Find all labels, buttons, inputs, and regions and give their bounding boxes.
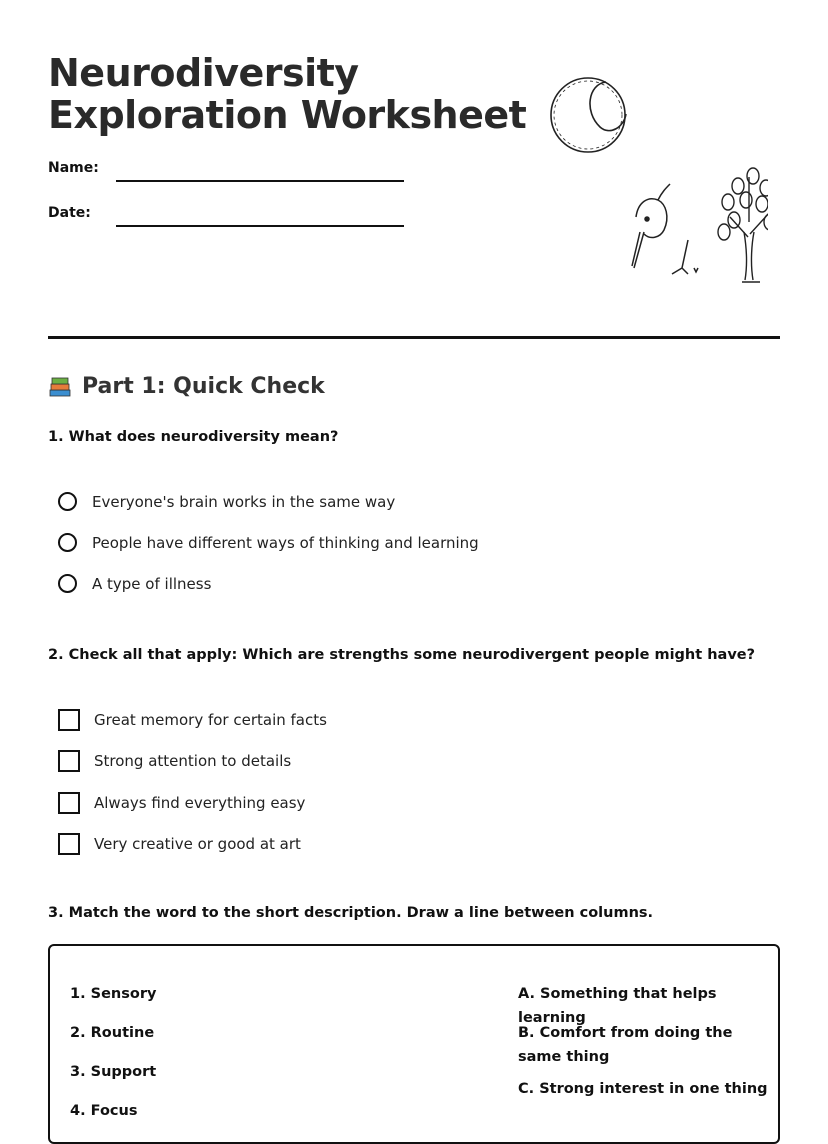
bird-icon: [632, 184, 698, 274]
question-2: 2. Check all that apply: Which are strengths some neurodivergent people might have?: [48, 647, 756, 663]
match-word-1[interactable]: 1. Sensory: [70, 986, 157, 1002]
radio-button[interactable]: [58, 492, 77, 511]
match-description-c[interactable]: C. Strong interest in one thing: [518, 1081, 768, 1097]
worksheet-page: [48, 0, 780, 1118]
match-description-b[interactable]: B. Comfort from doing the same thing: [518, 1025, 733, 1065]
radio-button[interactable]: [58, 574, 77, 593]
match-word-3[interactable]: 3. Support: [70, 1064, 157, 1080]
question-1: 1. What does neurodiversity mean?: [48, 429, 339, 445]
q2-option-4[interactable]: [58, 833, 301, 855]
name-label: Name:: [48, 160, 99, 176]
date-line[interactable]: [116, 225, 404, 227]
tree-icon: [718, 168, 768, 282]
illustration: [548, 72, 768, 287]
option-label: Strong attention to details: [94, 752, 292, 770]
q1-option-1[interactable]: [58, 492, 395, 511]
checkbox[interactable]: [58, 750, 80, 772]
match-description-a[interactable]: A. Something that helps learning: [518, 986, 717, 1026]
checkbox[interactable]: [58, 709, 80, 731]
name-line[interactable]: [116, 180, 404, 182]
option-label: A type of illness: [92, 574, 212, 593]
worksheet-title: [48, 52, 526, 136]
title-line-2: Exploration Worksheet: [48, 93, 527, 137]
radio-button[interactable]: [58, 533, 77, 552]
checkbox[interactable]: [58, 792, 80, 814]
q1-option-3[interactable]: [58, 574, 211, 593]
option-label: Everyone's brain works in the same way: [92, 492, 396, 511]
match-word-4[interactable]: 4. Focus: [70, 1103, 138, 1119]
checkbox[interactable]: [58, 833, 80, 855]
option-label: People have different ways of thinking and learning: [92, 533, 479, 552]
part1-heading: [48, 374, 325, 399]
option-label: Very creative or good at art: [94, 835, 301, 853]
books-icon: [48, 375, 72, 399]
section-divider: [48, 336, 780, 339]
moon-icon: [551, 78, 626, 152]
date-label: Date:: [48, 205, 91, 221]
q2-option-1[interactable]: [58, 709, 327, 731]
part1-heading-text: Part 1: Quick Check: [82, 374, 325, 399]
option-label: Always find everything easy: [94, 794, 306, 812]
question-3: 3. Match the word to the short description. Draw a line between columns.: [48, 905, 654, 921]
q2-option-2[interactable]: [58, 750, 291, 772]
q2-option-3[interactable]: [58, 792, 305, 814]
option-label: Great memory for certain facts: [94, 711, 327, 729]
q1-option-2[interactable]: [58, 533, 479, 552]
match-word-2[interactable]: 2. Routine: [70, 1025, 155, 1041]
matching-box: [48, 944, 780, 1144]
title-line-1: Neurodiversity: [48, 51, 359, 95]
